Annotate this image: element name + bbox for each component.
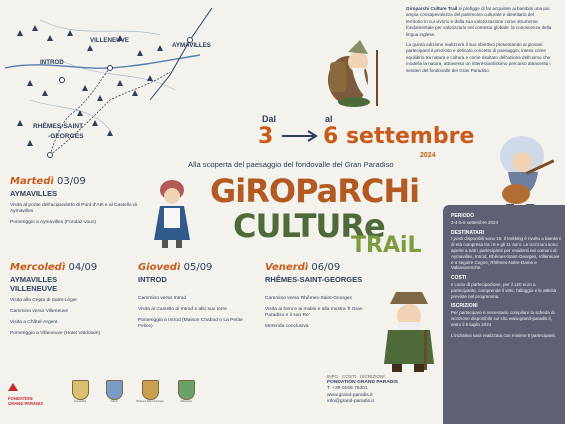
title-line-2: CULTURe [233, 207, 385, 245]
crest-rhemes-icon [142, 380, 159, 400]
title-line-3: TRAiL [351, 233, 422, 258]
periodo-text: 3-4-5-6 settembre 2024 [451, 219, 499, 225]
costi-text: Il costo di partecipazione, per il 120 euro a partecipante, comprende il vitto, l'alloggio e le attività previste nel programma. [451, 281, 557, 299]
day-item: Visita al ponte dell'acquedotto di Pont d'Aël e al Castello di Aymavilles [10, 203, 137, 214]
day-item: Cammino verso Introd [138, 296, 187, 301]
map-label-introd: INTROD [40, 59, 64, 66]
date-year: 2024 [420, 152, 436, 159]
day-item: Visita a Châtel-Argent [10, 320, 58, 325]
title-line-1: GiROPaRCHi [210, 172, 420, 210]
day-place: AYMAVILLES [10, 275, 58, 284]
crest-introd-icon [106, 380, 123, 400]
day-place: RHÊMES-SAINT-GEORGES [265, 275, 363, 284]
day-venerdi [265, 262, 380, 330]
periodo-heading: PERIODO [451, 213, 475, 219]
dates-from-label: Dal [262, 114, 277, 124]
iscrizioni-heading: ISCRIZIONI [451, 303, 478, 310]
date-end: 6 settembre [323, 124, 475, 149]
fondation-logo: FONDATION GRAND PARADIS [8, 378, 54, 406]
crest-label: Introd [110, 400, 118, 403]
map-label-aymavilles: AYMAVILLES [172, 42, 211, 49]
contact-phone: T. +39 0165 75301 [327, 386, 368, 392]
subtitle: Alla scoperta del paesaggio del fondovalle del Gran Paradiso [188, 160, 394, 169]
day-item: Visita al Castello di Introd e allo suo torre [138, 307, 227, 312]
contact-header: INFO · COSTI · ISCRIZIONI [327, 374, 385, 379]
costi-heading: COSTI [451, 275, 467, 282]
hat-dwarf-illustration [378, 290, 440, 374]
dates-to-label: al [325, 114, 333, 124]
destinatari-text: I posti disponibili sono 15. Il trekking è rivolto a bambini di età compresa tra i 9 e gli 11 anni. Le iscrizioni sono aperte a tutti i partecipanti per residenti nei comuni di Aymavilles, Introd, Rhêmes-Saint-Georges, Villeneuve e a seguire Cogne, Rhêmes-Notre-Dame e Valsavarenche. [451, 236, 561, 271]
contact-info [327, 374, 398, 405]
fondation-mark-icon [8, 383, 18, 391]
nota-text: L'iniziativa sarà realizzata con minimo 8 partecipanti. [451, 332, 556, 338]
day-heading: Venerdì 06/09 [265, 262, 341, 273]
iscrizioni-text: Per partecipare è necessario compilare la scheda di iscrizione disponibile sul sito www.grand-paradis.it, entro il 8 luglio 2024 [451, 310, 555, 327]
day-place: INTROD [138, 275, 167, 284]
day-item: Pomeriggio a Aymavilles (Fondaz-vous) [10, 220, 97, 225]
day-place: AYMAVILLES [10, 189, 58, 198]
contact-website[interactable]: www.grand-paradis.it [327, 392, 373, 398]
day-martedi [10, 176, 140, 226]
crest-villeneuve-icon [178, 380, 195, 400]
info-panel-content [451, 214, 561, 338]
contact-email[interactable]: info@grand-paradis.it [327, 398, 374, 404]
day-item: Visita ai forni e ai mulini e alla mostra 'Il Gran Paradiso e il suo Re' [265, 307, 363, 318]
day-item: Pomeriggio a Introd (Maison Chabod o La Petite Felice) [138, 318, 243, 329]
crest-label: Villeneuve [180, 400, 192, 403]
day-heading: Martedì 03/09 [10, 176, 86, 187]
destinatari-heading: DESTINATARI [451, 229, 484, 236]
hiker-dwarf-illustration [318, 40, 396, 108]
day-item: Cammino verso Rhêmes-Saint-Georges [265, 296, 352, 301]
day-place: VILLENEUVE [10, 284, 58, 293]
day-heading: Mercoledì 04/09 [10, 262, 98, 273]
intro-text: Giroparchi Culture Trail si prefigge di far acquisire ai bambini una più ampia consapevolezza del patrimonio culturale e identitario del territorio in cui vivono e della sua valorizzazione come strumento fondamentale per valorizzarlo nel contesto globale: la conoscenza della lingua inglese. La quinta edizione realizzerà il suo obiettivo presentando ai giovani partecipanti il prezioso e delicato concetto di paesaggio, inteso come equilibrio tra natura e cultura e come risultato dell'azione dell'uomo che modella la natura, attraverso un interessantissimo percorso attraverso i sentieri del fondovalle del Gran Paradiso. [406, 6, 552, 73]
day-giovedi [138, 262, 253, 330]
contact-org: FONDATION GRAND PARADIS [327, 380, 399, 386]
crest-aymavilles-icon [72, 380, 89, 400]
day-mercoledi [10, 262, 130, 337]
map-label-villeneuve: VILLENEUVE [90, 37, 129, 44]
day-item: Cammino verso Villeneuve [10, 309, 69, 314]
day-heading: Giovedì 05/09 [138, 262, 213, 273]
date-start: 3 [258, 124, 274, 149]
crest-label: Aymavilles [73, 400, 87, 403]
day-item: Visita alla Cripta di Saint-Léger [10, 298, 78, 303]
arrow-right-icon [280, 129, 320, 143]
map-label-rhemes-2: -GEORGES [48, 133, 84, 140]
girl-costume-illustration [150, 178, 196, 250]
crest-label: Rhêmes-Saint-Georges [136, 400, 164, 403]
map-label-rhemes-1: RHÊMES-SAINT [33, 123, 84, 130]
day-item: Merenda conclusiva [265, 324, 309, 329]
day-item: Pomeriggio a Villeneuve (Hotel Valdotain) [10, 331, 101, 336]
